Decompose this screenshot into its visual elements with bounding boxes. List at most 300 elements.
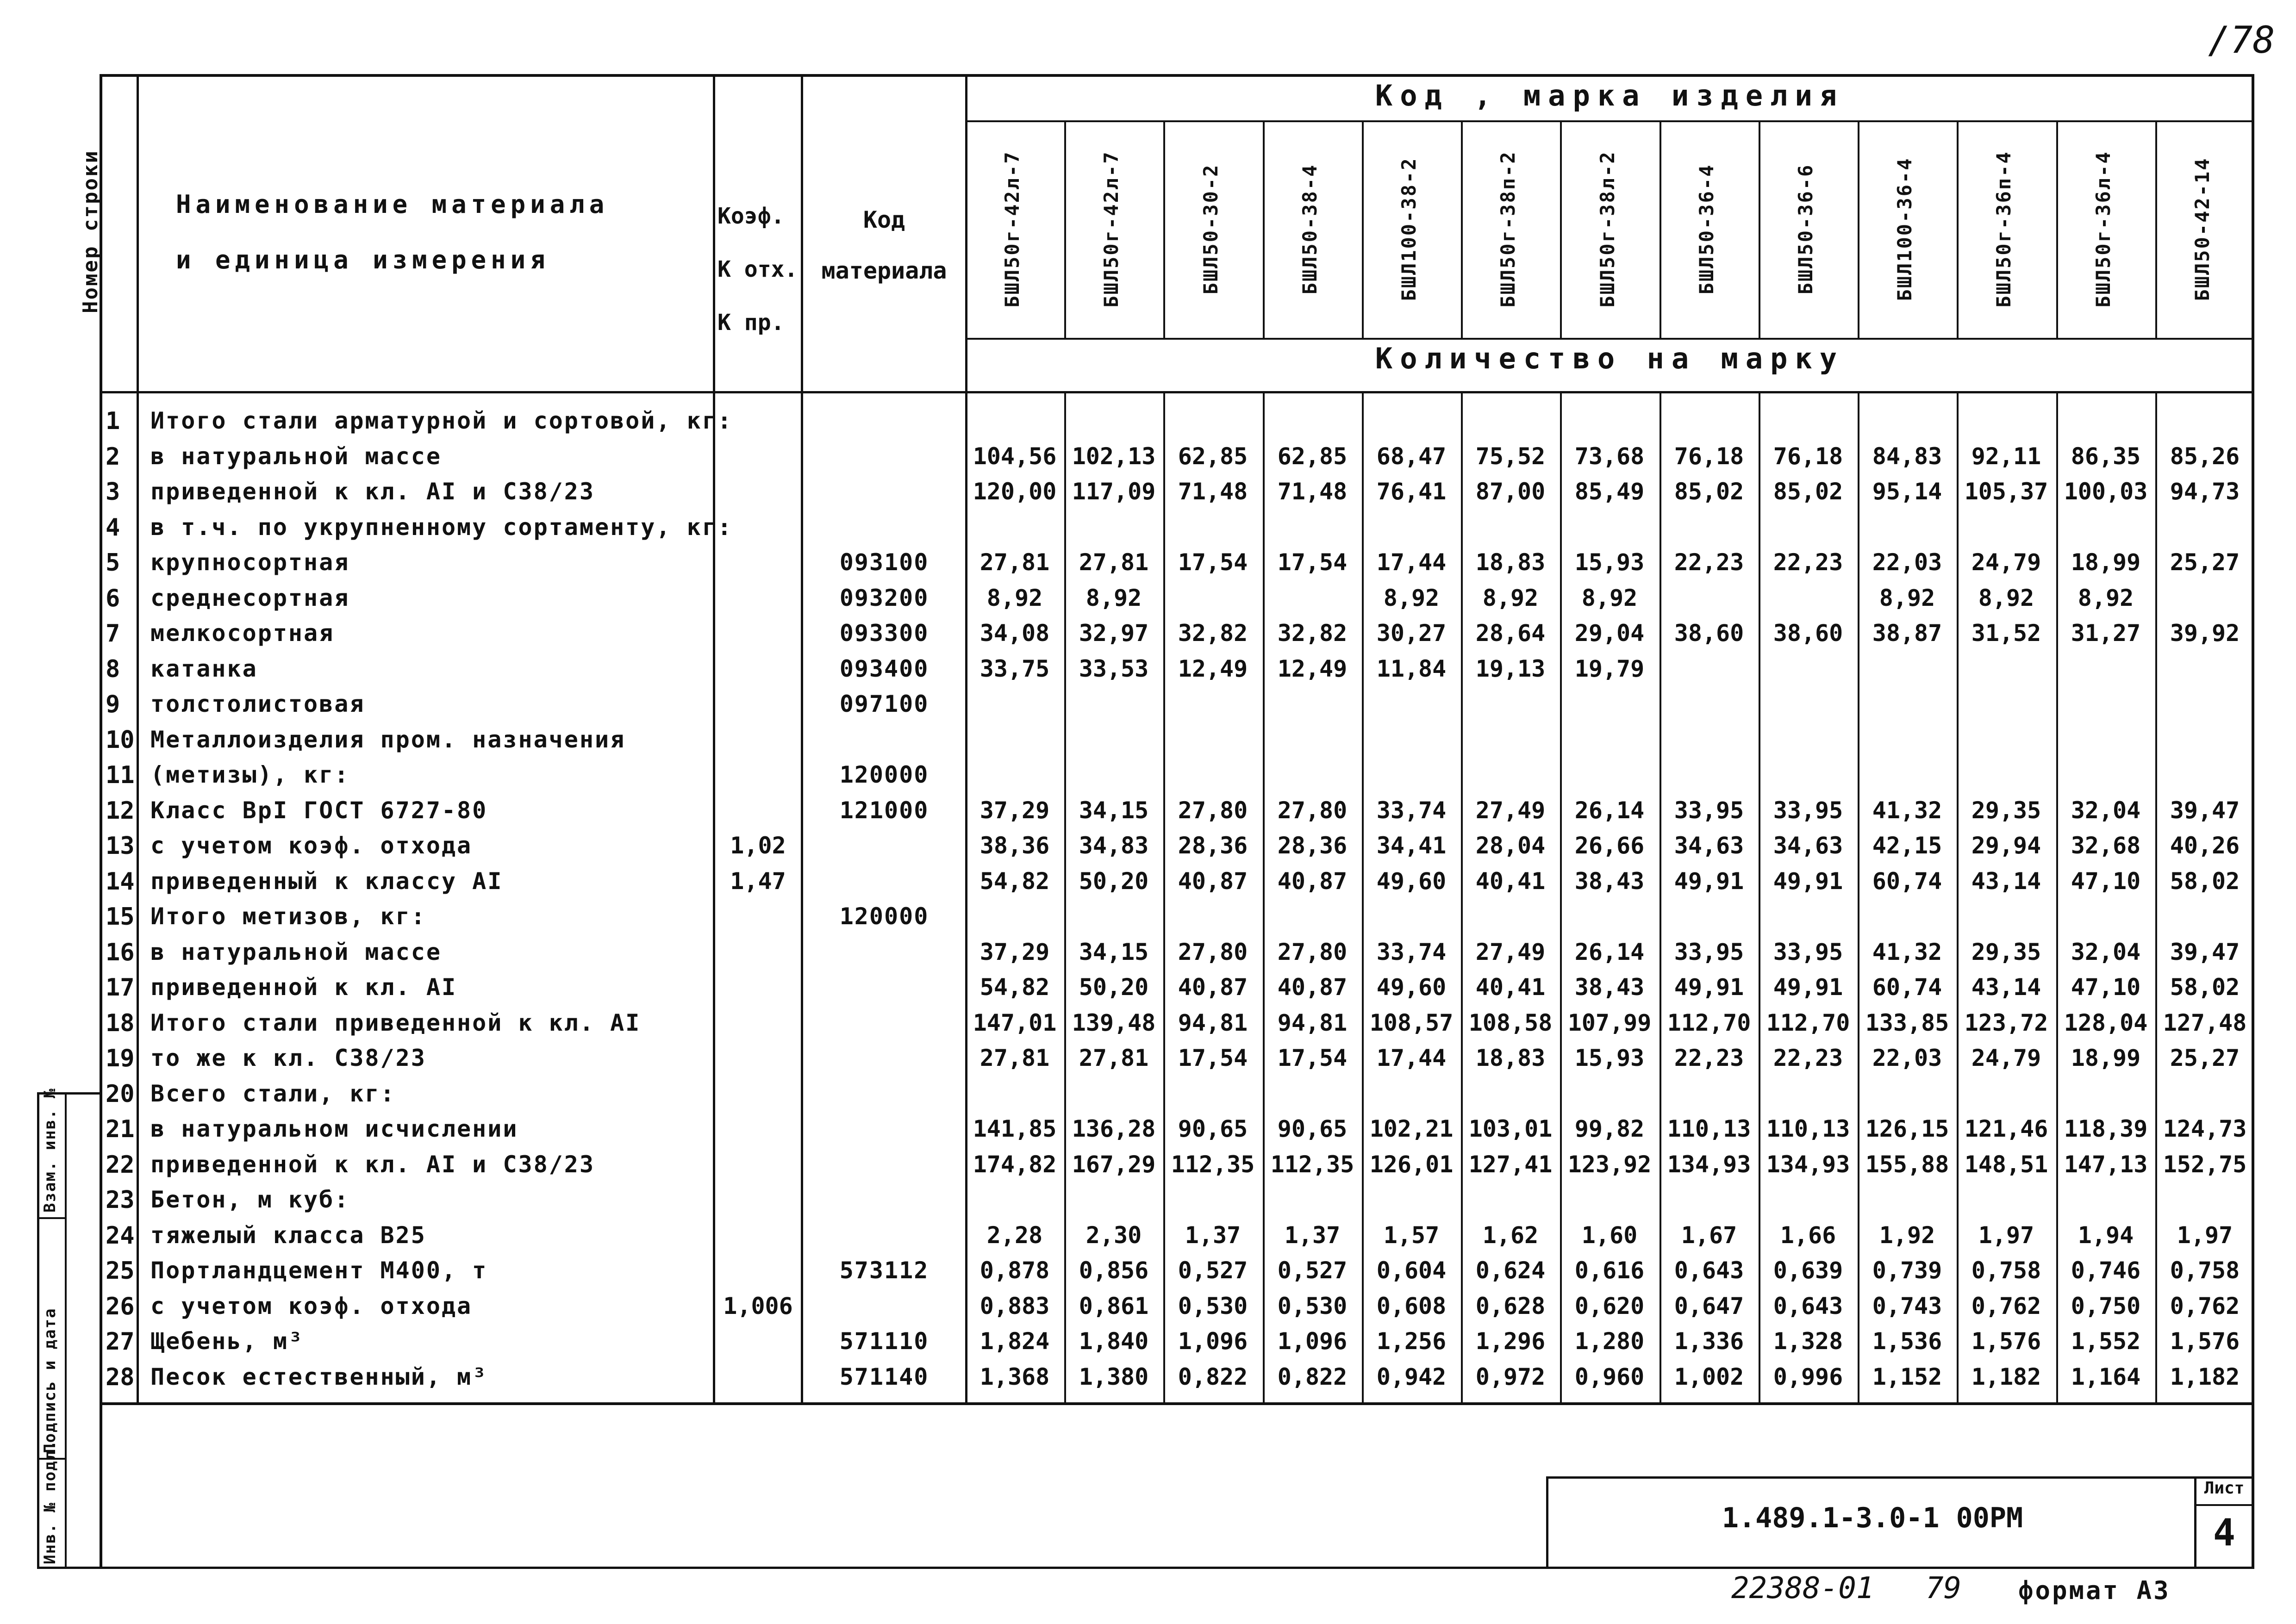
quantity-cell: 40,41 <box>1475 974 1546 1001</box>
quantity-cell: 148,51 <box>1964 1151 2048 1178</box>
product-header: БШЛ50-42-14 <box>2191 157 2214 301</box>
quantity-cell: 126,15 <box>1865 1115 1949 1142</box>
side-stamp-inv: Инв. № подл. <box>41 1439 59 1564</box>
quantity-cell: 1,096 <box>1277 1328 1348 1355</box>
inventory-number: 22388-01 <box>1731 1571 1874 1605</box>
row-name: тяжелый класса В25 <box>150 1222 426 1249</box>
quantity-cell: 27,80 <box>1277 939 1348 965</box>
quantity-cell: 1,576 <box>1971 1328 2041 1355</box>
quantity-cell: 49,91 <box>1773 868 1843 895</box>
product-header: БШЛ50г-36л-4 <box>2092 150 2115 308</box>
row-number: 10 <box>106 726 135 754</box>
quantity-cell: 85,49 <box>1574 478 1645 505</box>
quantity-cell: 134,93 <box>1667 1151 1751 1178</box>
product-header: БШЛ50-38-4 <box>1298 163 1321 295</box>
quantity-cell: 12,49 <box>1178 655 1248 682</box>
quantity-cell: 27,81 <box>1079 549 1149 576</box>
quantity-cell: 110,13 <box>1766 1115 1850 1142</box>
quantity-cell: 34,08 <box>980 620 1050 647</box>
side-stamp-signature: Подпись и дата <box>41 1307 59 1453</box>
quantity-cell: 94,81 <box>1277 1009 1348 1036</box>
quantity-cell: 104,56 <box>973 443 1057 470</box>
quantity-cell: 43,14 <box>1971 974 2041 1001</box>
row-name: с учетом коэф. отхода <box>150 1293 473 1319</box>
quantity-cell: 17,44 <box>1376 549 1447 576</box>
product-header: БШЛ50г-38п-2 <box>1497 150 1519 308</box>
row-number: 5 <box>106 549 120 577</box>
quantity-cell: 40,87 <box>1178 868 1248 895</box>
quantity-cell: 49,60 <box>1376 868 1447 895</box>
quantity-cell: 17,44 <box>1376 1045 1447 1071</box>
row-number: 13 <box>106 832 135 860</box>
row-name: в натуральной массе <box>150 443 442 470</box>
quantity-cell: 0,624 <box>1475 1257 1546 1284</box>
quantity-cell: 0,527 <box>1277 1257 1348 1284</box>
quantity-cell: 22,23 <box>1674 1045 1744 1071</box>
quantity-cell: 1,096 <box>1178 1328 1248 1355</box>
quantity-cell: 38,43 <box>1574 868 1645 895</box>
quantity-cell: 1,576 <box>2170 1328 2240 1355</box>
row-material-code: 093100 <box>839 549 929 576</box>
row-material-code: 093200 <box>839 585 929 611</box>
quantity-cell: 1,97 <box>1978 1222 2034 1249</box>
quantity-cell: 26,66 <box>1574 832 1645 859</box>
quantity-cell: 0,530 <box>1277 1293 1348 1319</box>
quantity-cell: 12,49 <box>1277 655 1348 682</box>
quantity-cell: 37,29 <box>980 797 1050 824</box>
quantity-cell: 38,36 <box>980 832 1050 859</box>
quantity-cell: 1,380 <box>1079 1363 1149 1390</box>
quantity-cell: 19,13 <box>1475 655 1546 682</box>
quantity-title: Количество на марку <box>1375 342 1845 375</box>
quantity-cell: 90,65 <box>1277 1115 1348 1142</box>
product-header: БШЛ50-36-4 <box>1695 163 1718 295</box>
quantity-cell: 50,20 <box>1079 868 1149 895</box>
quantity-cell: 0,762 <box>2170 1293 2240 1319</box>
quantity-cell: 152,75 <box>2163 1151 2247 1178</box>
quantity-cell: 8,92 <box>986 585 1043 611</box>
document-code: 1.489.1-3.0-1 00РМ <box>1722 1502 2023 1534</box>
quantity-cell: 76,18 <box>1773 443 1843 470</box>
quantity-cell: 32,82 <box>1178 620 1248 647</box>
quantity-cell: 73,68 <box>1574 443 1645 470</box>
quantity-cell: 0,616 <box>1574 1257 1645 1284</box>
quantity-cell: 50,20 <box>1079 974 1149 1001</box>
quantity-cell: 40,87 <box>1178 974 1248 1001</box>
row-number: 3 <box>106 478 120 506</box>
quantity-cell: 1,182 <box>1971 1363 2041 1390</box>
quantity-cell: 27,80 <box>1178 939 1248 965</box>
quantity-cell: 71,48 <box>1277 478 1348 505</box>
quantity-cell: 25,27 <box>2170 549 2240 576</box>
quantity-cell: 33,74 <box>1376 797 1447 824</box>
quantity-cell: 85,26 <box>2170 443 2240 470</box>
row-number: 16 <box>106 939 135 966</box>
quantity-cell: 1,552 <box>2071 1328 2141 1355</box>
quantity-cell: 60,74 <box>1872 974 1942 1001</box>
quantity-cell: 102,21 <box>1369 1115 1454 1142</box>
quantity-cell: 0,758 <box>2170 1257 2240 1284</box>
quantity-cell: 0,942 <box>1376 1363 1447 1390</box>
quantity-cell: 127,41 <box>1468 1151 1553 1178</box>
row-number: 20 <box>106 1080 135 1108</box>
quantity-cell: 118,39 <box>2064 1115 2148 1142</box>
row-name: Портландцемент М400, т <box>150 1257 488 1284</box>
row-name: Щебень, м³ <box>150 1328 304 1355</box>
name-header-line1: Наименование материала <box>176 190 609 219</box>
quantity-cell: 43,14 <box>1971 868 2041 895</box>
quantity-cell: 127,48 <box>2163 1009 2247 1036</box>
quantity-cell: 18,83 <box>1475 1045 1546 1071</box>
quantity-cell: 1,280 <box>1574 1328 1645 1355</box>
row-number: 12 <box>106 797 135 825</box>
row-coef: 1,02 <box>730 832 786 859</box>
row-material-code: 120000 <box>839 903 929 930</box>
quantity-cell: 38,60 <box>1773 620 1843 647</box>
quantity-cell: 128,04 <box>2064 1009 2148 1036</box>
quantity-cell: 0,762 <box>1971 1293 2041 1319</box>
quantity-cell: 94,81 <box>1178 1009 1248 1036</box>
quantity-cell: 0,628 <box>1475 1293 1546 1319</box>
quantity-cell: 1,256 <box>1376 1328 1447 1355</box>
quantity-cell: 174,82 <box>973 1151 1057 1178</box>
quantity-cell: 47,10 <box>2071 868 2141 895</box>
quantity-cell: 34,63 <box>1674 832 1744 859</box>
quantity-cell: 27,81 <box>1079 1045 1149 1071</box>
code-header-line1: Код <box>863 206 905 233</box>
quantity-cell: 28,36 <box>1277 832 1348 859</box>
row-name: приведенной к кл. АI и С38/23 <box>150 1151 595 1178</box>
quantity-cell: 8,92 <box>1086 585 1142 611</box>
quantity-cell: 100,03 <box>2064 478 2148 505</box>
row-name: мелкосортная <box>150 620 335 647</box>
quantity-cell: 120,00 <box>973 478 1057 505</box>
quantity-cell: 27,49 <box>1475 939 1546 965</box>
quantity-cell: 0,643 <box>1773 1293 1843 1319</box>
sheet-label: Лист <box>2204 1479 2245 1498</box>
quantity-cell: 107,99 <box>1567 1009 1652 1036</box>
quantity-cell: 54,82 <box>980 974 1050 1001</box>
row-name: среднесортная <box>150 585 350 611</box>
row-number: 9 <box>106 691 120 718</box>
quantity-cell: 34,63 <box>1773 832 1843 859</box>
code-header-line2: материала <box>821 257 947 284</box>
product-header: БШЛ50г-38л-2 <box>1596 150 1619 308</box>
quantity-cell: 86,35 <box>2071 443 2141 470</box>
quantity-cell: 0,861 <box>1079 1293 1149 1319</box>
row-number: 24 <box>106 1222 135 1250</box>
quantity-cell: 49,91 <box>1674 868 1744 895</box>
quantity-cell: 0,750 <box>2071 1293 2141 1319</box>
row-name: Всего стали, кг: <box>150 1080 396 1107</box>
row-number: 8 <box>106 655 120 683</box>
quantity-cell: 112,35 <box>1171 1151 1255 1178</box>
page-number: 79 <box>1926 1571 1962 1605</box>
quantity-cell: 8,92 <box>1482 585 1539 611</box>
quantity-cell: 0,620 <box>1574 1293 1645 1319</box>
quantity-cell: 40,41 <box>1475 868 1546 895</box>
quantity-cell: 28,64 <box>1475 620 1546 647</box>
quantity-cell: 54,82 <box>980 868 1050 895</box>
quantity-cell: 2,28 <box>986 1222 1043 1249</box>
quantity-cell: 22,23 <box>1773 549 1843 576</box>
quantity-cell: 40,87 <box>1277 868 1348 895</box>
quantity-cell: 0,739 <box>1872 1257 1942 1284</box>
product-code-title: Код , марка изделия <box>1375 79 1845 112</box>
quantity-cell: 0,972 <box>1475 1363 1546 1390</box>
quantity-cell: 32,04 <box>2071 797 2141 824</box>
quantity-cell: 0,639 <box>1773 1257 1843 1284</box>
row-number: 4 <box>106 514 120 541</box>
quantity-cell: 22,23 <box>1674 549 1744 576</box>
quantity-cell: 1,296 <box>1475 1328 1546 1355</box>
quantity-cell: 0,530 <box>1178 1293 1248 1319</box>
row-coef: 1,006 <box>723 1293 793 1319</box>
quantity-cell: 124,73 <box>2163 1115 2247 1142</box>
quantity-cell: 1,66 <box>1780 1222 1836 1249</box>
row-material-code: 571140 <box>839 1363 929 1390</box>
quantity-cell: 18,99 <box>2071 549 2141 576</box>
row-number: 27 <box>106 1328 135 1356</box>
row-material-code: 093300 <box>839 620 929 647</box>
row-material-code: 120000 <box>839 761 929 788</box>
quantity-cell: 1,37 <box>1284 1222 1341 1249</box>
quantity-cell: 147,01 <box>973 1009 1057 1036</box>
quantity-cell: 8,92 <box>1978 585 2034 611</box>
quantity-cell: 49,60 <box>1376 974 1447 1001</box>
row-number: 26 <box>106 1293 135 1320</box>
quantity-cell: 102,13 <box>1072 443 1156 470</box>
row-name: Итого стали арматурной и сортовой, кг: <box>150 407 733 434</box>
row-name: толстолистовая <box>150 691 365 717</box>
quantity-cell: 27,81 <box>980 1045 1050 1071</box>
quantity-cell: 38,60 <box>1674 620 1744 647</box>
quantity-cell: 41,32 <box>1872 939 1942 965</box>
row-name: Бетон, м куб: <box>150 1186 350 1213</box>
quantity-cell: 29,35 <box>1971 797 2041 824</box>
quantity-cell: 19,79 <box>1574 655 1645 682</box>
quantity-cell: 40,26 <box>2170 832 2240 859</box>
quantity-cell: 108,58 <box>1468 1009 1553 1036</box>
quantity-cell: 49,91 <box>1674 974 1744 1001</box>
quantity-cell: 1,336 <box>1674 1328 1744 1355</box>
quantity-cell: 29,04 <box>1574 620 1645 647</box>
quantity-cell: 0,878 <box>980 1257 1050 1284</box>
quantity-cell: 27,81 <box>980 549 1050 576</box>
quantity-cell: 30,27 <box>1376 620 1447 647</box>
quantity-cell: 121,46 <box>1964 1115 2048 1142</box>
quantity-cell: 33,95 <box>1674 797 1744 824</box>
quantity-cell: 126,01 <box>1369 1151 1454 1178</box>
row-name: в натуральной массе <box>150 939 442 965</box>
quantity-cell: 41,32 <box>1872 797 1942 824</box>
quantity-cell: 58,02 <box>2170 868 2240 895</box>
quantity-cell: 1,368 <box>980 1363 1050 1390</box>
quantity-cell: 17,54 <box>1277 549 1348 576</box>
row-material-code: 097100 <box>839 691 929 717</box>
quantity-cell: 1,824 <box>980 1328 1050 1355</box>
quantity-cell: 76,18 <box>1674 443 1744 470</box>
product-header: БШЛ50-36-6 <box>1794 163 1817 295</box>
quantity-cell: 134,93 <box>1766 1151 1850 1178</box>
quantity-cell: 147,13 <box>2064 1151 2148 1178</box>
quantity-cell: 117,09 <box>1072 478 1156 505</box>
row-number: 17 <box>106 974 135 1002</box>
quantity-cell: 87,00 <box>1475 478 1546 505</box>
quantity-cell: 1,67 <box>1681 1222 1737 1249</box>
quantity-cell: 24,79 <box>1971 549 2041 576</box>
quantity-cell: 31,27 <box>2071 620 2141 647</box>
row-name: приведенной к кл. АI и С38/23 <box>150 478 595 505</box>
quantity-cell: 39,47 <box>2170 939 2240 965</box>
product-header: БШЛ100-38-2 <box>1398 157 1420 301</box>
quantity-cell: 105,37 <box>1964 478 2048 505</box>
quantity-cell: 1,60 <box>1581 1222 1638 1249</box>
row-name: в натуральном исчислении <box>150 1115 518 1142</box>
quantity-cell: 39,92 <box>2170 620 2240 647</box>
row-number: 18 <box>106 1009 135 1037</box>
quantity-cell: 17,54 <box>1178 1045 1248 1071</box>
quantity-cell: 17,54 <box>1277 1045 1348 1071</box>
quantity-cell: 22,23 <box>1773 1045 1843 1071</box>
row-number: 28 <box>106 1363 135 1391</box>
row-name: (метизы), кг: <box>150 761 350 788</box>
quantity-cell: 85,02 <box>1773 478 1843 505</box>
quantity-cell: 32,82 <box>1277 620 1348 647</box>
quantity-cell: 33,95 <box>1773 797 1843 824</box>
quantity-cell: 42,15 <box>1872 832 1942 859</box>
quantity-cell: 1,164 <box>2071 1363 2141 1390</box>
quantity-cell: 108,57 <box>1369 1009 1454 1036</box>
row-number: 7 <box>106 620 120 647</box>
quantity-cell: 71,48 <box>1178 478 1248 505</box>
quantity-cell: 33,95 <box>1773 939 1843 965</box>
format-label: формат А3 <box>2018 1576 2171 1605</box>
quantity-cell: 90,65 <box>1178 1115 1248 1142</box>
quantity-cell: 0,822 <box>1277 1363 1348 1390</box>
row-name: Металлоизделия пром. назначения <box>150 726 626 753</box>
product-header: БШЛ100-36-4 <box>1893 157 1916 301</box>
quantity-cell: 26,14 <box>1574 797 1645 824</box>
row-name: с учетом коэф. отхода <box>150 832 473 859</box>
quantity-cell: 0,883 <box>980 1293 1050 1319</box>
quantity-cell: 1,57 <box>1383 1222 1440 1249</box>
row-coef: 1,47 <box>730 868 786 895</box>
row-name: приведенный к классу АI <box>150 868 503 895</box>
row-number: 6 <box>106 585 120 612</box>
row-number: 22 <box>106 1151 135 1179</box>
quantity-cell: 112,70 <box>1667 1009 1751 1036</box>
row-name: то же к кл. С38/23 <box>150 1045 426 1071</box>
row-name: Итого стали приведенной к кл. АI <box>150 1009 641 1036</box>
row-name: в т.ч. по укрупненному сортаменту, кг: <box>150 514 733 541</box>
row-number: 11 <box>106 761 135 789</box>
quantity-cell: 136,28 <box>1072 1115 1156 1142</box>
quantity-cell: 32,97 <box>1079 620 1149 647</box>
product-header: БШЛ50г-42л-7 <box>1100 150 1123 308</box>
quantity-cell: 34,15 <box>1079 797 1149 824</box>
quantity-cell: 38,87 <box>1872 620 1942 647</box>
quantity-cell: 58,02 <box>2170 974 2240 1001</box>
quantity-cell: 167,29 <box>1072 1151 1156 1178</box>
quantity-cell: 1,328 <box>1773 1328 1843 1355</box>
row-name: приведенной к кл. АI <box>150 974 457 1001</box>
quantity-cell: 92,11 <box>1971 443 2041 470</box>
quantity-cell: 49,91 <box>1773 974 1843 1001</box>
row-name: крупносортная <box>150 549 350 576</box>
quantity-cell: 11,84 <box>1376 655 1447 682</box>
row-number: 19 <box>106 1045 135 1072</box>
quantity-cell: 75,52 <box>1475 443 1546 470</box>
quantity-cell: 18,83 <box>1475 549 1546 576</box>
quantity-cell: 112,70 <box>1766 1009 1850 1036</box>
product-header: БШЛ50г-36п-4 <box>1992 150 2015 308</box>
row-number-header: Номер строки <box>79 149 102 313</box>
row-number: 25 <box>106 1257 135 1285</box>
product-header: БШЛ50г-42л-7 <box>1001 150 1023 308</box>
quantity-cell: 29,35 <box>1971 939 2041 965</box>
quantity-cell: 40,87 <box>1277 974 1348 1001</box>
quantity-cell: 24,79 <box>1971 1045 2041 1071</box>
quantity-cell: 8,92 <box>2078 585 2134 611</box>
quantity-cell: 17,54 <box>1178 549 1248 576</box>
quantity-cell: 85,02 <box>1674 478 1744 505</box>
quantity-cell: 32,04 <box>2071 939 2141 965</box>
quantity-cell: 34,83 <box>1079 832 1149 859</box>
page-mark: /78 <box>2208 19 2275 62</box>
quantity-cell: 60,74 <box>1872 868 1942 895</box>
quantity-cell: 0,758 <box>1971 1257 2041 1284</box>
quantity-cell: 47,10 <box>2071 974 2141 1001</box>
quantity-cell: 27,80 <box>1277 797 1348 824</box>
quantity-cell: 62,85 <box>1277 443 1348 470</box>
quantity-cell: 29,94 <box>1971 832 2041 859</box>
quantity-cell: 0,960 <box>1574 1363 1645 1390</box>
row-material-code: 121000 <box>839 797 929 824</box>
coef-header-line: Коэф. <box>718 203 785 229</box>
code-header <box>805 194 963 296</box>
quantity-cell: 0,527 <box>1178 1257 1248 1284</box>
quantity-cell: 112,35 <box>1270 1151 1354 1178</box>
quantity-cell: 123,72 <box>1964 1009 2048 1036</box>
quantity-cell: 99,82 <box>1574 1115 1645 1142</box>
row-material-code: 571110 <box>839 1328 929 1355</box>
quantity-cell: 0,604 <box>1376 1257 1447 1284</box>
row-name: Класс ВрI ГОСТ 6727-80 <box>150 797 488 824</box>
quantity-cell: 15,93 <box>1574 549 1645 576</box>
quantity-cell: 8,92 <box>1383 585 1440 611</box>
quantity-cell: 1,152 <box>1872 1363 1942 1390</box>
row-material-code: 573112 <box>839 1257 929 1284</box>
quantity-cell: 62,85 <box>1178 443 1248 470</box>
row-name: Песок естественный, м³ <box>150 1363 488 1390</box>
quantity-cell: 26,14 <box>1574 939 1645 965</box>
quantity-cell: 18,99 <box>2071 1045 2141 1071</box>
quantity-cell: 0,856 <box>1079 1257 1149 1284</box>
row-number: 15 <box>106 903 135 931</box>
quantity-cell: 8,92 <box>1581 585 1638 611</box>
quantity-cell: 32,68 <box>2071 832 2141 859</box>
quantity-cell: 68,47 <box>1376 443 1447 470</box>
quantity-cell: 8,92 <box>1879 585 1935 611</box>
quantity-cell: 0,822 <box>1178 1363 1248 1390</box>
quantity-cell: 33,53 <box>1079 655 1149 682</box>
row-material-code: 093400 <box>839 655 929 682</box>
quantity-cell: 1,37 <box>1185 1222 1241 1249</box>
quantity-cell: 1,536 <box>1872 1328 1942 1355</box>
quantity-cell: 34,41 <box>1376 832 1447 859</box>
row-number: 21 <box>106 1115 135 1143</box>
